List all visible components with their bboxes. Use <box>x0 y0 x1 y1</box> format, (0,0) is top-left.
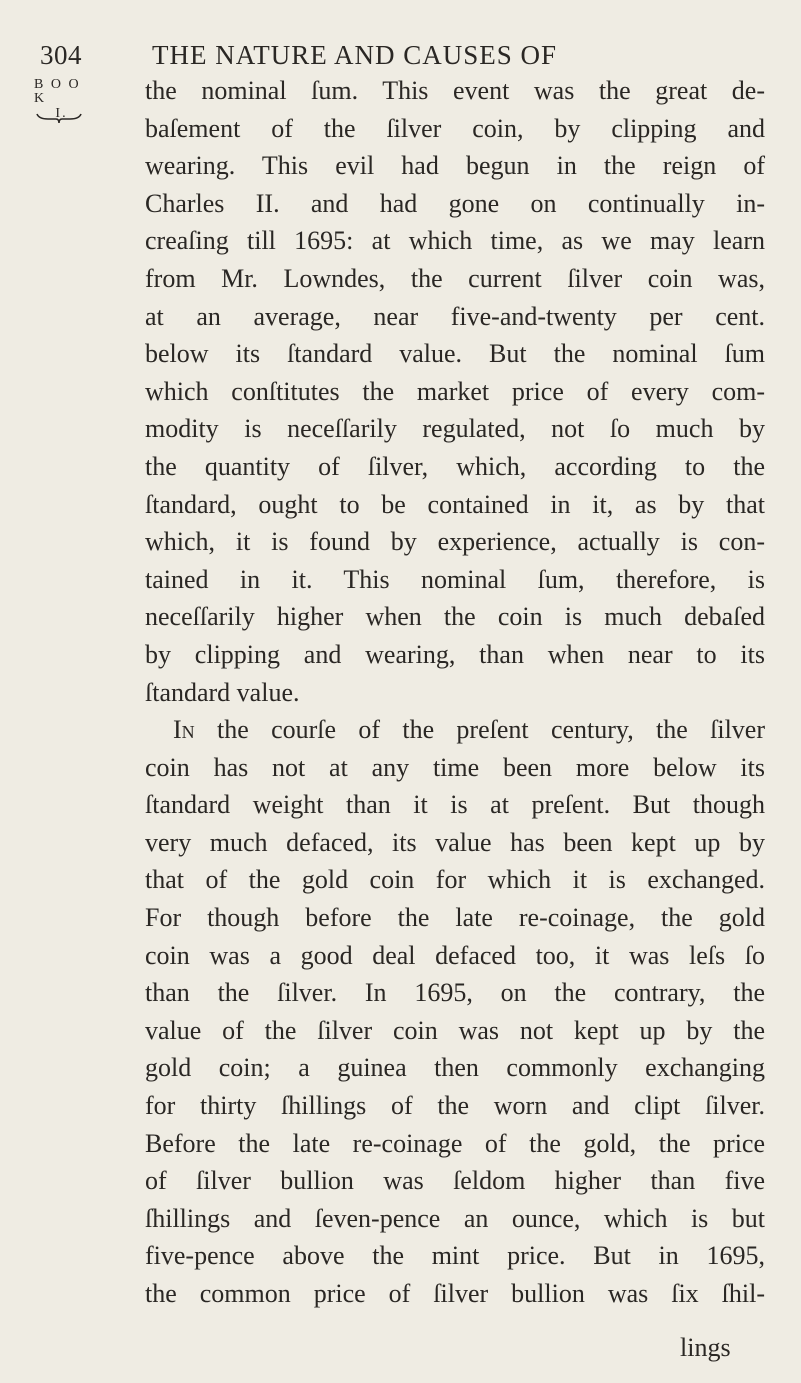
text-line: coin has not at any time been more below its <box>145 752 765 782</box>
text-line: of ſilver bullion was ſeldom higher than five <box>145 1166 765 1196</box>
text-line: ſtandard, ought to be contained in it, as by that <box>145 489 765 519</box>
text-line: modity is neceſſarily regulated, not ſo much by <box>145 414 765 444</box>
catchword: lings <box>680 1333 731 1362</box>
book-label-text: B O O K <box>34 77 81 106</box>
text-line: the common price of ſilver bullion was ſix ſhil- <box>145 1279 765 1308</box>
paragraph-2 <box>145 711 765 1313</box>
running-head: THE NATURE AND CAUSES OF <box>152 40 558 70</box>
text-line: very much defaced, its value has been kept up by <box>145 827 765 857</box>
paragraph-1 <box>145 72 765 711</box>
text-line: the nominal ſum. This event was the great de- <box>145 76 765 105</box>
text-line: for thirty ſhillings of the worn and clipt ſilver. <box>145 1091 765 1121</box>
text-line: five-pence above the mint price. But in 1695, <box>145 1241 765 1271</box>
text-line: tained in it. This nominal ſum, therefore, is <box>145 564 765 594</box>
book-volume: I. <box>55 106 68 121</box>
text-line: than the ſilver. In 1695, on the contrary, the <box>145 978 765 1008</box>
body-text <box>145 72 765 1313</box>
text-line: gold coin; a guinea then commonly exchanging <box>145 1053 765 1083</box>
text-line: by clipping and wearing, than when near to its <box>145 639 765 669</box>
text-line: at an average, near five-and-twenty per cent. <box>145 301 765 331</box>
text-line: Before the late re-coinage of the gold, the price <box>145 1128 765 1158</box>
text-line: neceſſarily higher when the coin is much debaſed <box>145 602 765 632</box>
text-line: from Mr. Lowndes, the current ſilver coin was, <box>145 263 765 293</box>
text-line: that of the gold coin for which it is exchanged. <box>145 865 765 895</box>
text-line: which conſtitutes the market price of every com- <box>145 376 765 406</box>
text-line: value of the ſilver coin was not kept up by the <box>145 1015 765 1045</box>
brace-icon <box>36 112 82 124</box>
text-line: wearing. This evil had begun in the reign of <box>145 151 765 181</box>
text-line: the quantity of ſilver, which, according to the <box>145 451 765 481</box>
paragraph-lead: In <box>173 715 195 745</box>
text-line: Charles II. and had gone on continually in- <box>145 188 765 218</box>
text-line: coin was a good deal defaced too, it was leſs ſo <box>145 940 765 970</box>
text-line-rest: the courſe of the preſent century, the ſilver <box>194 715 765 745</box>
text-line: ſhillings and ſeven-pence an ounce, which is but <box>145 1203 765 1233</box>
text-line: baſement of the ſilver coin, by clipping and <box>145 113 765 143</box>
text-line: creaſing till 1695: at which time, as we may learn <box>145 226 765 256</box>
text-line: which, it is found by experience, actually is con- <box>145 527 765 557</box>
text-line <box>145 711 765 749</box>
page-number: 304 <box>40 40 82 70</box>
text-line: ſtandard weight than it is at preſent. But though <box>145 790 765 820</box>
text-line: For though before the late re-coinage, the gold <box>145 903 765 933</box>
text-line: below its ſtandard value. But the nominal ſum <box>145 339 765 369</box>
text-line: ſtandard value. <box>145 677 300 707</box>
